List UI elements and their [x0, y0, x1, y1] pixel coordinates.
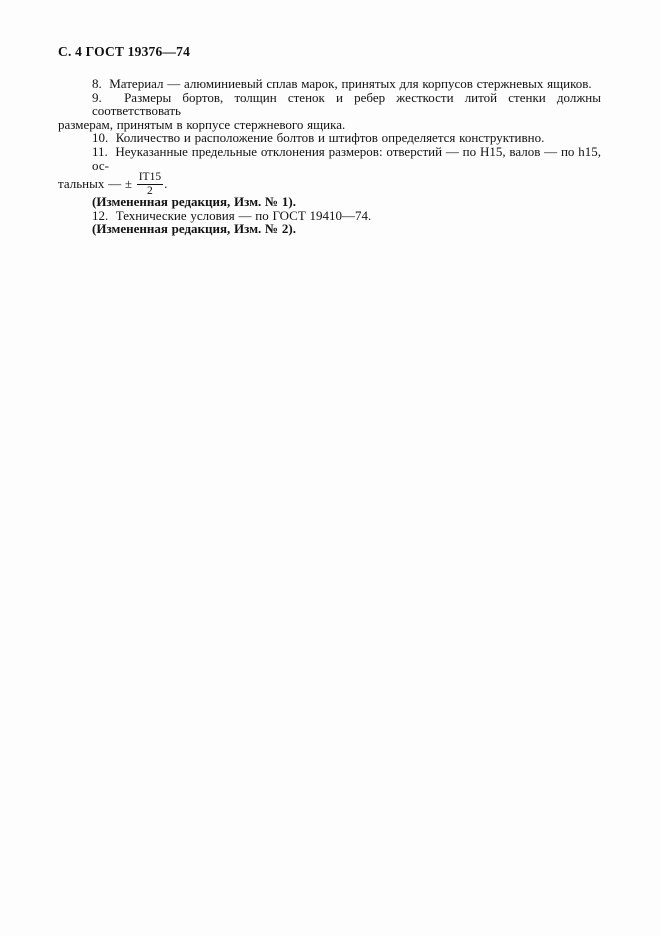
fraction-numerator: IT15 [138, 170, 162, 183]
page-header: С. 4 ГОСТ 19376—74 [58, 44, 191, 59]
paragraph-8: 8. Материал — алюминиевый сплав марок, принятых для корпусов стержневых ящиков. [92, 76, 592, 91]
paragraph-11-formula-suffix: . [164, 176, 168, 192]
paragraph-11-line-2 [58, 172, 601, 195]
fraction-denominator: 2 [147, 184, 153, 197]
revision-note-2: (Измененная редакция, Изм. № 2). [92, 221, 296, 237]
revision-note-1: (Измененная редакция, Изм. № 1). [92, 194, 296, 210]
paragraph-11-line-1: 11. Неуказанные предельные отклонения размеров: отверстий — по Н15, валов — по h15, ос- [92, 143, 601, 173]
paragraph-12: 12. Технические условия — по ГОСТ 19410—74. [92, 207, 372, 223]
document-body [58, 77, 601, 236]
paragraph-9-line-1: 9. Размеры бортов, толщин стенок и ребер жесткости литой стенки должны соответствовать [92, 89, 601, 119]
fraction-it15-over-2 [137, 172, 163, 197]
paragraph-11-formula-prefix: тальных — ± [58, 176, 136, 192]
paragraph-9-line-2: размерам, принятым в корпусе стержневого ящика. [58, 116, 346, 132]
paragraph-10: 10. Количество и расположение болтов и штифтов определяется конструктивно. [92, 130, 545, 146]
